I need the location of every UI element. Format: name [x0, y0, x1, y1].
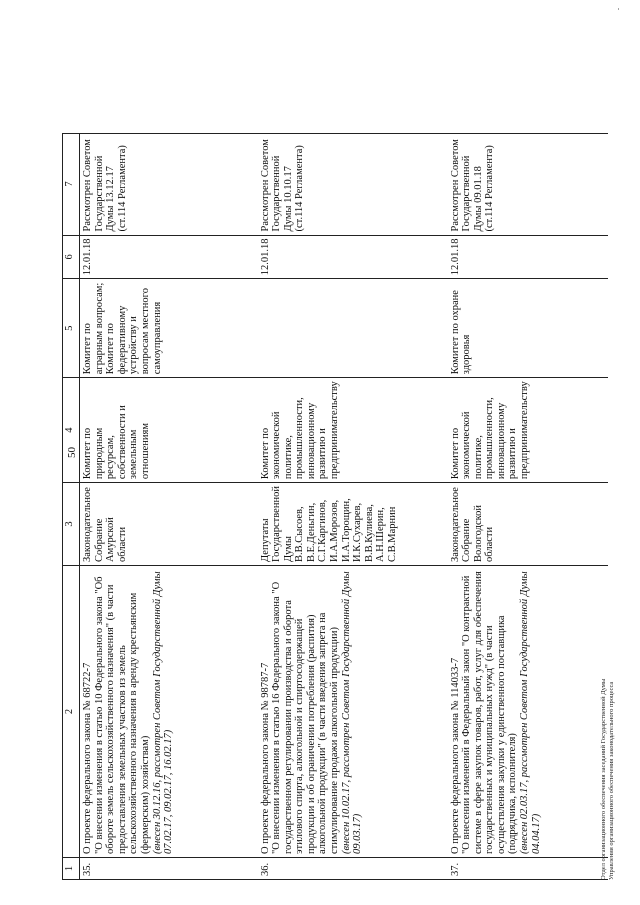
date-cell: 12.01.18	[258, 235, 448, 279]
footer-line-2: Управления организационного обеспечения законодательного процесса	[608, 681, 615, 880]
initiator-cell: Депутаты Государственной Думы В.В.Сысоев, В.Е.Деньгин, С.Г.Каргинов, И.А.Морозов, И.А.Торощин, И.К.Сухарев, В.В.Кулиева, А.Н.Шерин, С.В.Марнин	[258, 483, 448, 566]
column-header-1: 1	[63, 858, 80, 880]
page-number: 50	[66, 447, 78, 458]
bill-body: "О внесении изменения в статью 16 Федерального закона "О государственном регулировании производства и оборота этилового спирта, алкогольной и спиртосодержащей продукции и об ограничении потребления (распития) алкогольной продукции" (в части введения запрета на стимулирование продажи алкогольной продукции)	[271, 581, 341, 854]
column-header-4: 4	[63, 378, 80, 483]
column-header-5: 5	[63, 279, 80, 378]
date-cell: 12.01.18	[448, 235, 608, 279]
row-number: 37.	[448, 858, 608, 880]
footer	[600, 679, 616, 880]
row-number: 35.	[80, 858, 258, 880]
status-cell: Рассмотрен Советом Государственной Думы 13.12.17 (ст.114 Регламента)	[80, 133, 258, 235]
bill-description-cell	[448, 566, 608, 858]
co-committee-cell: Комитет по охране здоровья	[448, 279, 608, 378]
table-row	[80, 133, 258, 879]
footer-line-1: Отдел организационного обеспечения заседаний Государственной Думы	[600, 678, 607, 880]
row-number: 36.	[258, 858, 448, 880]
column-header-7: 7	[63, 133, 80, 235]
bills-table	[62, 133, 608, 880]
initiator-cell: Законодательное Собрание Амурской области	[80, 483, 258, 566]
status-cell: Рассмотрен Советом Государственной Думы 09.01.18 (ст.114 Регламента)	[448, 133, 608, 235]
column-header-2: 2	[63, 566, 80, 858]
co-committee-cell	[258, 279, 448, 378]
bill-note: (внесен 30.12.16, рассмотрен Советом Государственной Думы 07.02.17, 09.02.17, 16.02.17)	[151, 571, 175, 854]
bill-title: О проекте федерального закона № 98787-7	[259, 662, 271, 854]
bill-body: "О внесении изменений в Федеральный закон "О контрактной системе в сфере закупок товаров, работ, услуг для обеспечения государственных и муниципальных нужд" (в части осуществления закупки у единственного поставщика (подрядчика, исполнителя)	[461, 571, 519, 854]
committee-cell: Комитет по природным ресурсам, собственности и земельным отношениям	[80, 378, 258, 483]
committee-cell: Комитет по экономической политике, промышленности, инновационному развитию и предпринимательству	[258, 378, 448, 483]
bill-note: (внесен 10.02.17, рассмотрен Советом Государственной Думы 09.03.17)	[340, 571, 364, 854]
committee-cell: Комитет по экономической политике, промышленности, инновационному развитию и предпринимательству	[448, 378, 608, 483]
co-committee-cell: Комитет по аграрным вопросам; Комитет по федеративному устройству и вопросам местного самоуправления	[80, 279, 258, 378]
corner-mark: .	[612, 8, 621, 10]
bill-description-cell	[80, 566, 258, 858]
status-cell: Рассмотрен Советом Государственной Думы 10.10.17 (ст.114 Регламента)	[258, 133, 448, 235]
table-header-row	[63, 133, 80, 879]
bill-title: О проекте федерального закона № 114033-7	[449, 657, 461, 854]
table-row	[448, 133, 608, 879]
bill-title: О проекте федерального закона № 68722-7	[82, 662, 93, 854]
column-header-3: 3	[63, 483, 80, 566]
initiator-cell: Законодательное Собрание Вологодской области	[448, 483, 608, 566]
date-cell: 12.01.18	[80, 235, 258, 279]
bill-body: "О внесении изменения в статью 10 Федерального закона "Об обороте земель сельскохозяйственного назначения" (в части предоставления земельных участков из земель сельскохозяйственного назначения в аренду крестьянским (фермерским) хозяйствам)	[93, 576, 151, 854]
column-header-6: 6	[63, 235, 80, 279]
bill-note: (внесен 02.03.17, рассмотрен Советом Государственной Думы 04.04.17)	[519, 571, 542, 854]
bill-description-cell	[258, 566, 448, 858]
table-row	[258, 133, 448, 879]
